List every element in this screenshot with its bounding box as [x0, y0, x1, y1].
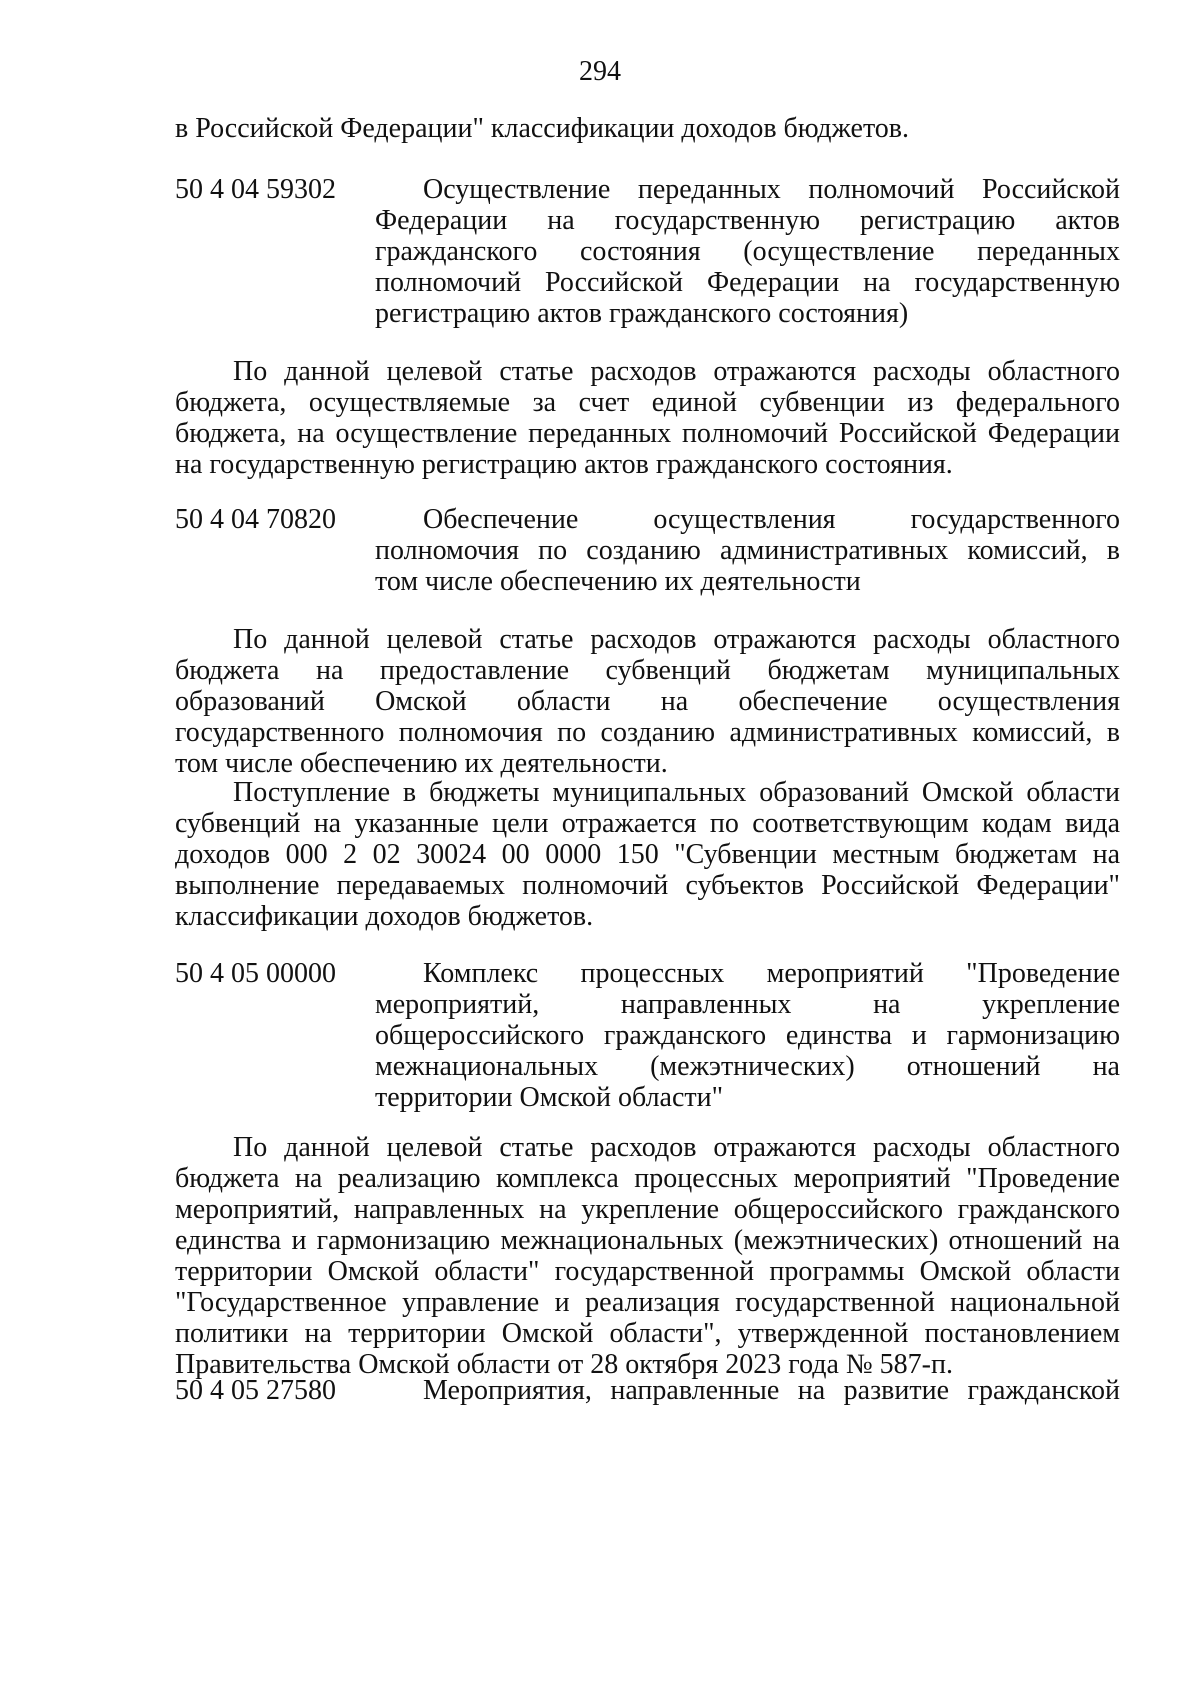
title-line: межнациональных (межэтнических) отношений на: [375, 1051, 1120, 1082]
paragraph-line: Правительства Омской области от 28 октября 2023 года № 587-п.: [175, 1349, 953, 1380]
intro-line: [175, 113, 1120, 144]
paragraph-line: политики на территории Омской области", утвержденной постановлением: [175, 1318, 1120, 1349]
paragraph-line: бюджета на предоставление субвенций бюджетам муниципальных: [175, 655, 1120, 686]
title-line: мероприятий, направленных на укрепление: [375, 989, 1120, 1020]
title-line: Мероприятия, направленные на развитие гражданской: [423, 1375, 1120, 1406]
paragraph-line: субвенций на указанные цели отражается по соответствующим кодам вида: [175, 808, 1120, 839]
entry-paragraph: [175, 356, 1120, 480]
paragraph-line: территории Омской области" государственной программы Омской области: [175, 1256, 1120, 1287]
title-line: территории Омской области": [375, 1082, 724, 1113]
entry-title: [375, 958, 1120, 1113]
title-line: полномочий Российской Федерации на государственную: [375, 267, 1120, 298]
entry-paragraph: [175, 777, 1120, 932]
budget-code: 50 4 05 00000: [175, 958, 336, 989]
title-line: Обеспечение осуществления государственного: [423, 504, 1120, 535]
title-line: полномочия по созданию административных комиссий, в: [375, 535, 1120, 566]
paragraph-line: Поступление в бюджеты муниципальных образований Омской области: [233, 777, 1120, 808]
entry-paragraph: [175, 624, 1120, 779]
title-line: Комплекс процессных мероприятий "Проведение: [423, 958, 1120, 989]
title-line: гражданского состояния (осуществление переданных: [375, 236, 1120, 267]
budget-code: 50 4 05 27580: [175, 1375, 336, 1406]
entry-paragraph: [175, 1132, 1120, 1380]
paragraph-line: "Государственное управление и реализация государственной национальной: [175, 1287, 1120, 1318]
title-line: Осуществление переданных полномочий Российской: [423, 174, 1120, 205]
paragraph-line: выполнение передаваемых полномочий субъектов Российской Федерации": [175, 870, 1120, 901]
paragraph-line: классификации доходов бюджетов.: [175, 901, 594, 932]
entry-title: [375, 504, 1120, 597]
paragraph-line: По данной целевой статье расходов отражаются расходы областного: [233, 356, 1120, 387]
budget-code: 50 4 04 70820: [175, 504, 336, 535]
text-line: в Российской Федерации" классификации доходов бюджетов.: [175, 113, 910, 144]
paragraph-line: мероприятий, направленных на укрепление общероссийского гражданского: [175, 1194, 1120, 1225]
paragraph-line: на государственную регистрацию актов гражданского состояния.: [175, 449, 953, 480]
paragraph-line: единства и гармонизацию межнациональных (межэтнических) отношений на: [175, 1225, 1120, 1256]
paragraph-line: бюджета, на осуществление переданных полномочий Российской Федерации: [175, 418, 1120, 449]
title-line: том числе обеспечению их деятельности: [375, 566, 861, 597]
paragraph-line: бюджета на реализацию комплекса процессных мероприятий "Проведение: [175, 1163, 1120, 1194]
budget-code: 50 4 04 59302: [175, 174, 336, 205]
paragraph-line: доходов 000 2 02 30024 00 0000 150 "Субвенции местным бюджетам на: [175, 839, 1120, 870]
title-line: Федерации на государственную регистрацию актов: [375, 205, 1120, 236]
entry-title: [375, 174, 1120, 329]
paragraph-line: образований Омской области на обеспечение осуществления: [175, 686, 1120, 717]
paragraph-line: том числе обеспечению их деятельности.: [175, 748, 668, 779]
paragraph-line: бюджета, осуществляемые за счет единой субвенции из федерального: [175, 387, 1120, 418]
title-line: общероссийского гражданского единства и гармонизацию: [375, 1020, 1120, 1051]
paragraph-line: По данной целевой статье расходов отражаются расходы областного: [233, 1132, 1120, 1163]
paragraph-line: По данной целевой статье расходов отражаются расходы областного: [233, 624, 1120, 655]
title-line: регистрацию актов гражданского состояния): [375, 298, 909, 329]
page-number: 294: [579, 56, 621, 87]
paragraph-line: государственного полномочия по созданию административных комиссий, в: [175, 717, 1120, 748]
entry-title: [375, 1375, 1120, 1406]
